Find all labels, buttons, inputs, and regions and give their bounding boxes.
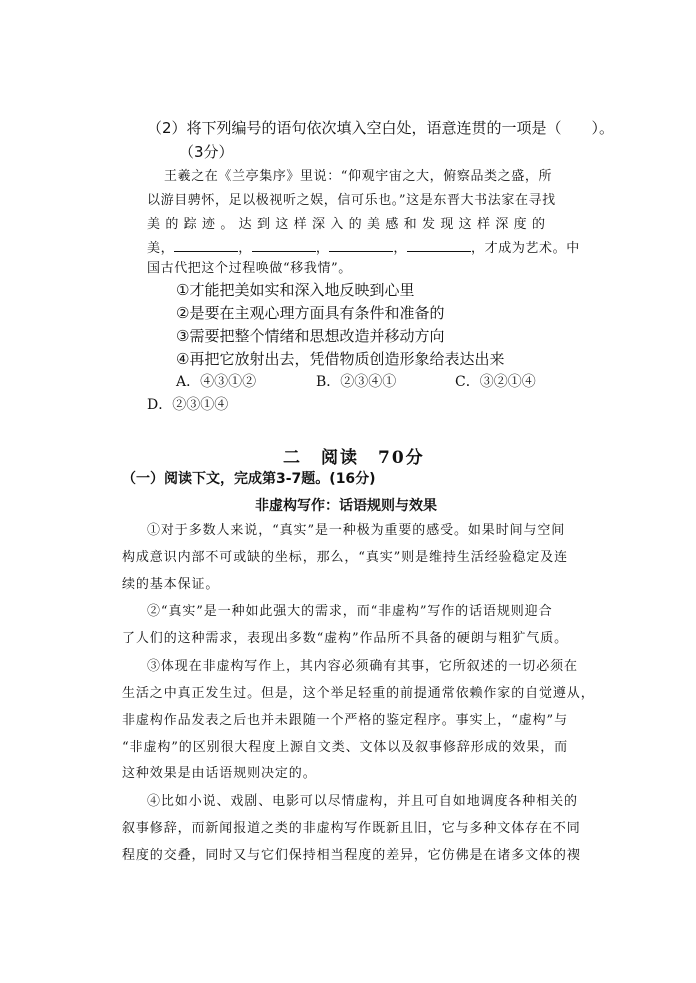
choice-d: D．②③①④: [147, 397, 229, 413]
paragraph-line: 叙事修辞，而新闻报道之类的非虚构写作既新且旧，它与多种文体存在不同: [122, 821, 581, 836]
paragraph-line: 构成意识内部不可或缺的坐标，那么，“真实”则是维持生活经验稳定及连: [122, 550, 568, 565]
blank-2: [252, 240, 316, 252]
paragraph-line: 生活之中真正发生过。但是，这个举足轻重的前提通常依赖作家的自觉遵从，: [122, 686, 595, 701]
paragraph-line: 续的基本保证。: [122, 577, 220, 592]
sentence-option-1: ①才能把美如实和深入地反映到心里: [176, 281, 415, 299]
question-stem: （2）将下列编号的语句依次填入空白处，语意连贯的一项是（ ）。: [147, 119, 615, 137]
paragraph-line: ②“真实”是一种如此强大的需求，而“非虚构”写作的话语规则迎合: [147, 604, 553, 619]
sentence-option-2: ②是要在主观心理方面具有条件和准备的: [176, 304, 445, 322]
paragraph-line: ③体现在非虚构写作上，其内容必须确有其事，它所叙述的一切必须在: [147, 659, 578, 674]
quote-line-5: 国古代把这个过程唤做“移我情”。: [147, 261, 352, 276]
blank-separator: ，: [238, 241, 252, 256]
paragraph-line: “非虚构”的区别很大程度上源自文类、文体以及叙事修辞形成的效果，而: [122, 740, 568, 755]
paragraph-line: 非虚构作品发表之后也并未跟随一个严格的鉴定程序。事实上，“虚构”与: [122, 713, 568, 728]
choice-b: B．②③④①: [316, 374, 397, 390]
sentence-option-3: ③需要把整个情绪和思想改造并移动方向: [176, 327, 445, 345]
quote-line-1: 王羲之在《兰亭集序》里说：“仰观宇宙之大，俯察品类之盛，所: [164, 169, 553, 184]
paragraph-line: 了人们的这种需求，表现出多数“虚构”作品所不具备的硬朗与粗犷气质。: [122, 631, 568, 646]
paragraph-line: ①对于多数人来说，“真实”是一种极为重要的感受。如果时间与空间: [147, 523, 566, 538]
question-score: （3分）: [179, 143, 234, 161]
article-title: 非虚构写作：话语规则与效果: [255, 498, 437, 514]
quote-line-4-start: 美，: [147, 241, 175, 256]
paragraph-line: ④比如小说、戏剧、电影可以尽情虚构，并且可自如地调度各种相关的: [147, 794, 578, 809]
quote-line-4: [147, 240, 580, 255]
quote-line-3: 美 的 踪 迹 。 达 到 这 样 深 入 的 美 感 和 发 现 这 样 深 度 的: [147, 217, 546, 232]
sentence-option-4: ④再把它放射出去，凭借物质创造形象给表达出来: [176, 350, 505, 368]
quote-line-2: 以游目骋怀，足以极视听之娱，信可乐也。”这是东晋大书法家在寻找: [147, 193, 556, 208]
choice-a: A．④③①②: [176, 374, 257, 390]
section-title: 二 阅读 70分: [283, 448, 425, 468]
blank-3: [329, 240, 393, 252]
blank-separator: ，: [315, 241, 330, 256]
section-subtitle: （一）阅读下文，完成第3-7题。(16分): [122, 471, 376, 487]
blank-4: [407, 240, 471, 252]
choice-c: C．③②①④: [455, 374, 536, 390]
blank-1: [174, 240, 238, 252]
paragraph-line: 这种效果是由话语规则决定的。: [122, 766, 317, 781]
blank-separator: ，: [393, 241, 408, 256]
paragraph-line: 程度的交叠，同时又与它们保持相当程度的差异，它仿佛是在诸多文体的禊: [122, 848, 581, 863]
quote-line-4-end: ，才成为艺术。中: [471, 241, 580, 256]
